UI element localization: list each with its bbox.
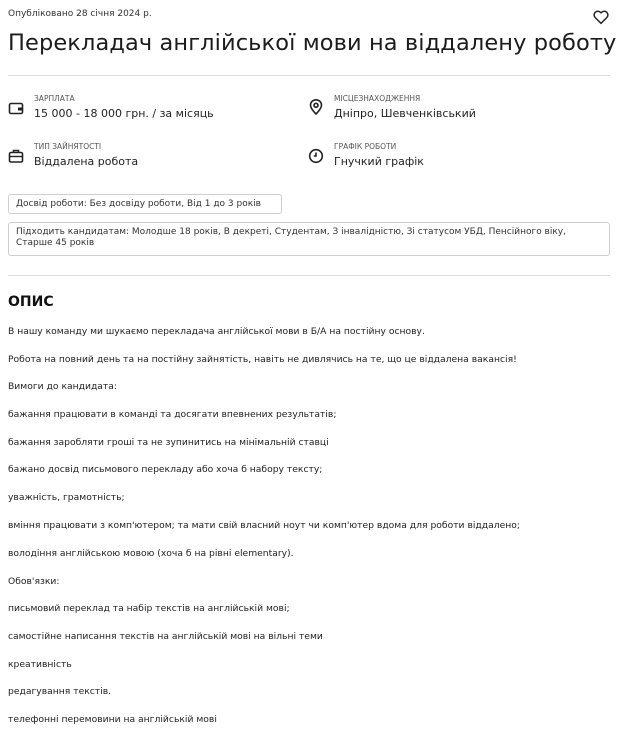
description-paragraph: Обов'язки: xyxy=(8,576,60,587)
suitable-candidates-line-2: Старше 45 років xyxy=(16,238,95,248)
employment-value: Віддалена робота xyxy=(34,155,139,168)
suitable-candidates-line-1: Підходить кандидатам: Молодше 18 років, В декреті, Студентам, З інвалідністю, Зі статусом УБД, Пенсійного віку, xyxy=(16,227,566,237)
description-paragraph: уважність, грамотність; xyxy=(8,492,125,503)
location-value: Дніпро, Шевченківський xyxy=(334,107,476,120)
description-paragraph: бажано досвід письмового перекладу або хоча б набору тексту; xyxy=(8,464,323,475)
description-paragraph: вміння працювати з комп'ютером; та мати свій власний ноут чи комп'ютер вдома для роботи віддалено; xyxy=(8,520,520,531)
salary-value: 15 000 - 18 000 грн. / за місяць xyxy=(34,107,214,120)
heart-icon[interactable] xyxy=(592,8,610,26)
page-title: Перекладач англійської мови на віддалену роботу xyxy=(8,30,617,56)
suitable-candidates-tag xyxy=(8,222,610,256)
description-heading: ОПИС xyxy=(8,294,54,310)
divider xyxy=(8,75,610,76)
schedule-label: ГРАФІК РОБОТИ xyxy=(334,142,397,151)
wallet-icon xyxy=(8,100,24,116)
divider xyxy=(8,275,610,276)
description-paragraph: Вимоги до кандидата: xyxy=(8,381,118,392)
description-paragraph: креативність xyxy=(8,659,72,670)
clock-icon xyxy=(308,148,324,164)
description-paragraph: бажання заробляти гроші та не зупинитись на мінімальній ставці xyxy=(8,437,329,448)
description-paragraph: бажання працювати в команді та досягати впевнених результатів; xyxy=(8,409,337,420)
description-paragraph: Робота на повний день та на постійну зайнятість, навіть не дивлячись на те, що це віддалена вакансія! xyxy=(8,354,517,365)
published-date: Опубліковано 28 січня 2024 р. xyxy=(8,9,152,19)
description-paragraph: письмовий переклад та набір текстів на англійській мові; xyxy=(8,603,290,614)
briefcase-icon xyxy=(8,148,24,164)
experience-tag: Досвід роботи: Без досвіду роботи, Від 1 до 3 років xyxy=(8,194,282,214)
description-paragraph: редагування текстів. xyxy=(8,686,112,697)
description-paragraph: самостійне написання текстів на англійській мові на вільні теми xyxy=(8,631,323,642)
location-pin-icon xyxy=(308,99,324,115)
description-paragraph: телефонні перемовини на англійській мові xyxy=(8,714,217,725)
schedule-value: Гнучкий графік xyxy=(334,155,424,168)
description-paragraph: володіння англійською мовою (хоча б на рівні elementary). xyxy=(8,548,294,559)
salary-label: ЗАРПЛАТА xyxy=(34,94,75,103)
location-label: МІСЦЕЗНАХОДЖЕННЯ xyxy=(334,94,421,103)
description-paragraph: В нашу команду ми шукаємо перекладача англійської мови в Б/А на постійну основу. xyxy=(8,326,425,337)
employment-label: ТИП ЗАЙНЯТОСТІ xyxy=(34,142,102,151)
